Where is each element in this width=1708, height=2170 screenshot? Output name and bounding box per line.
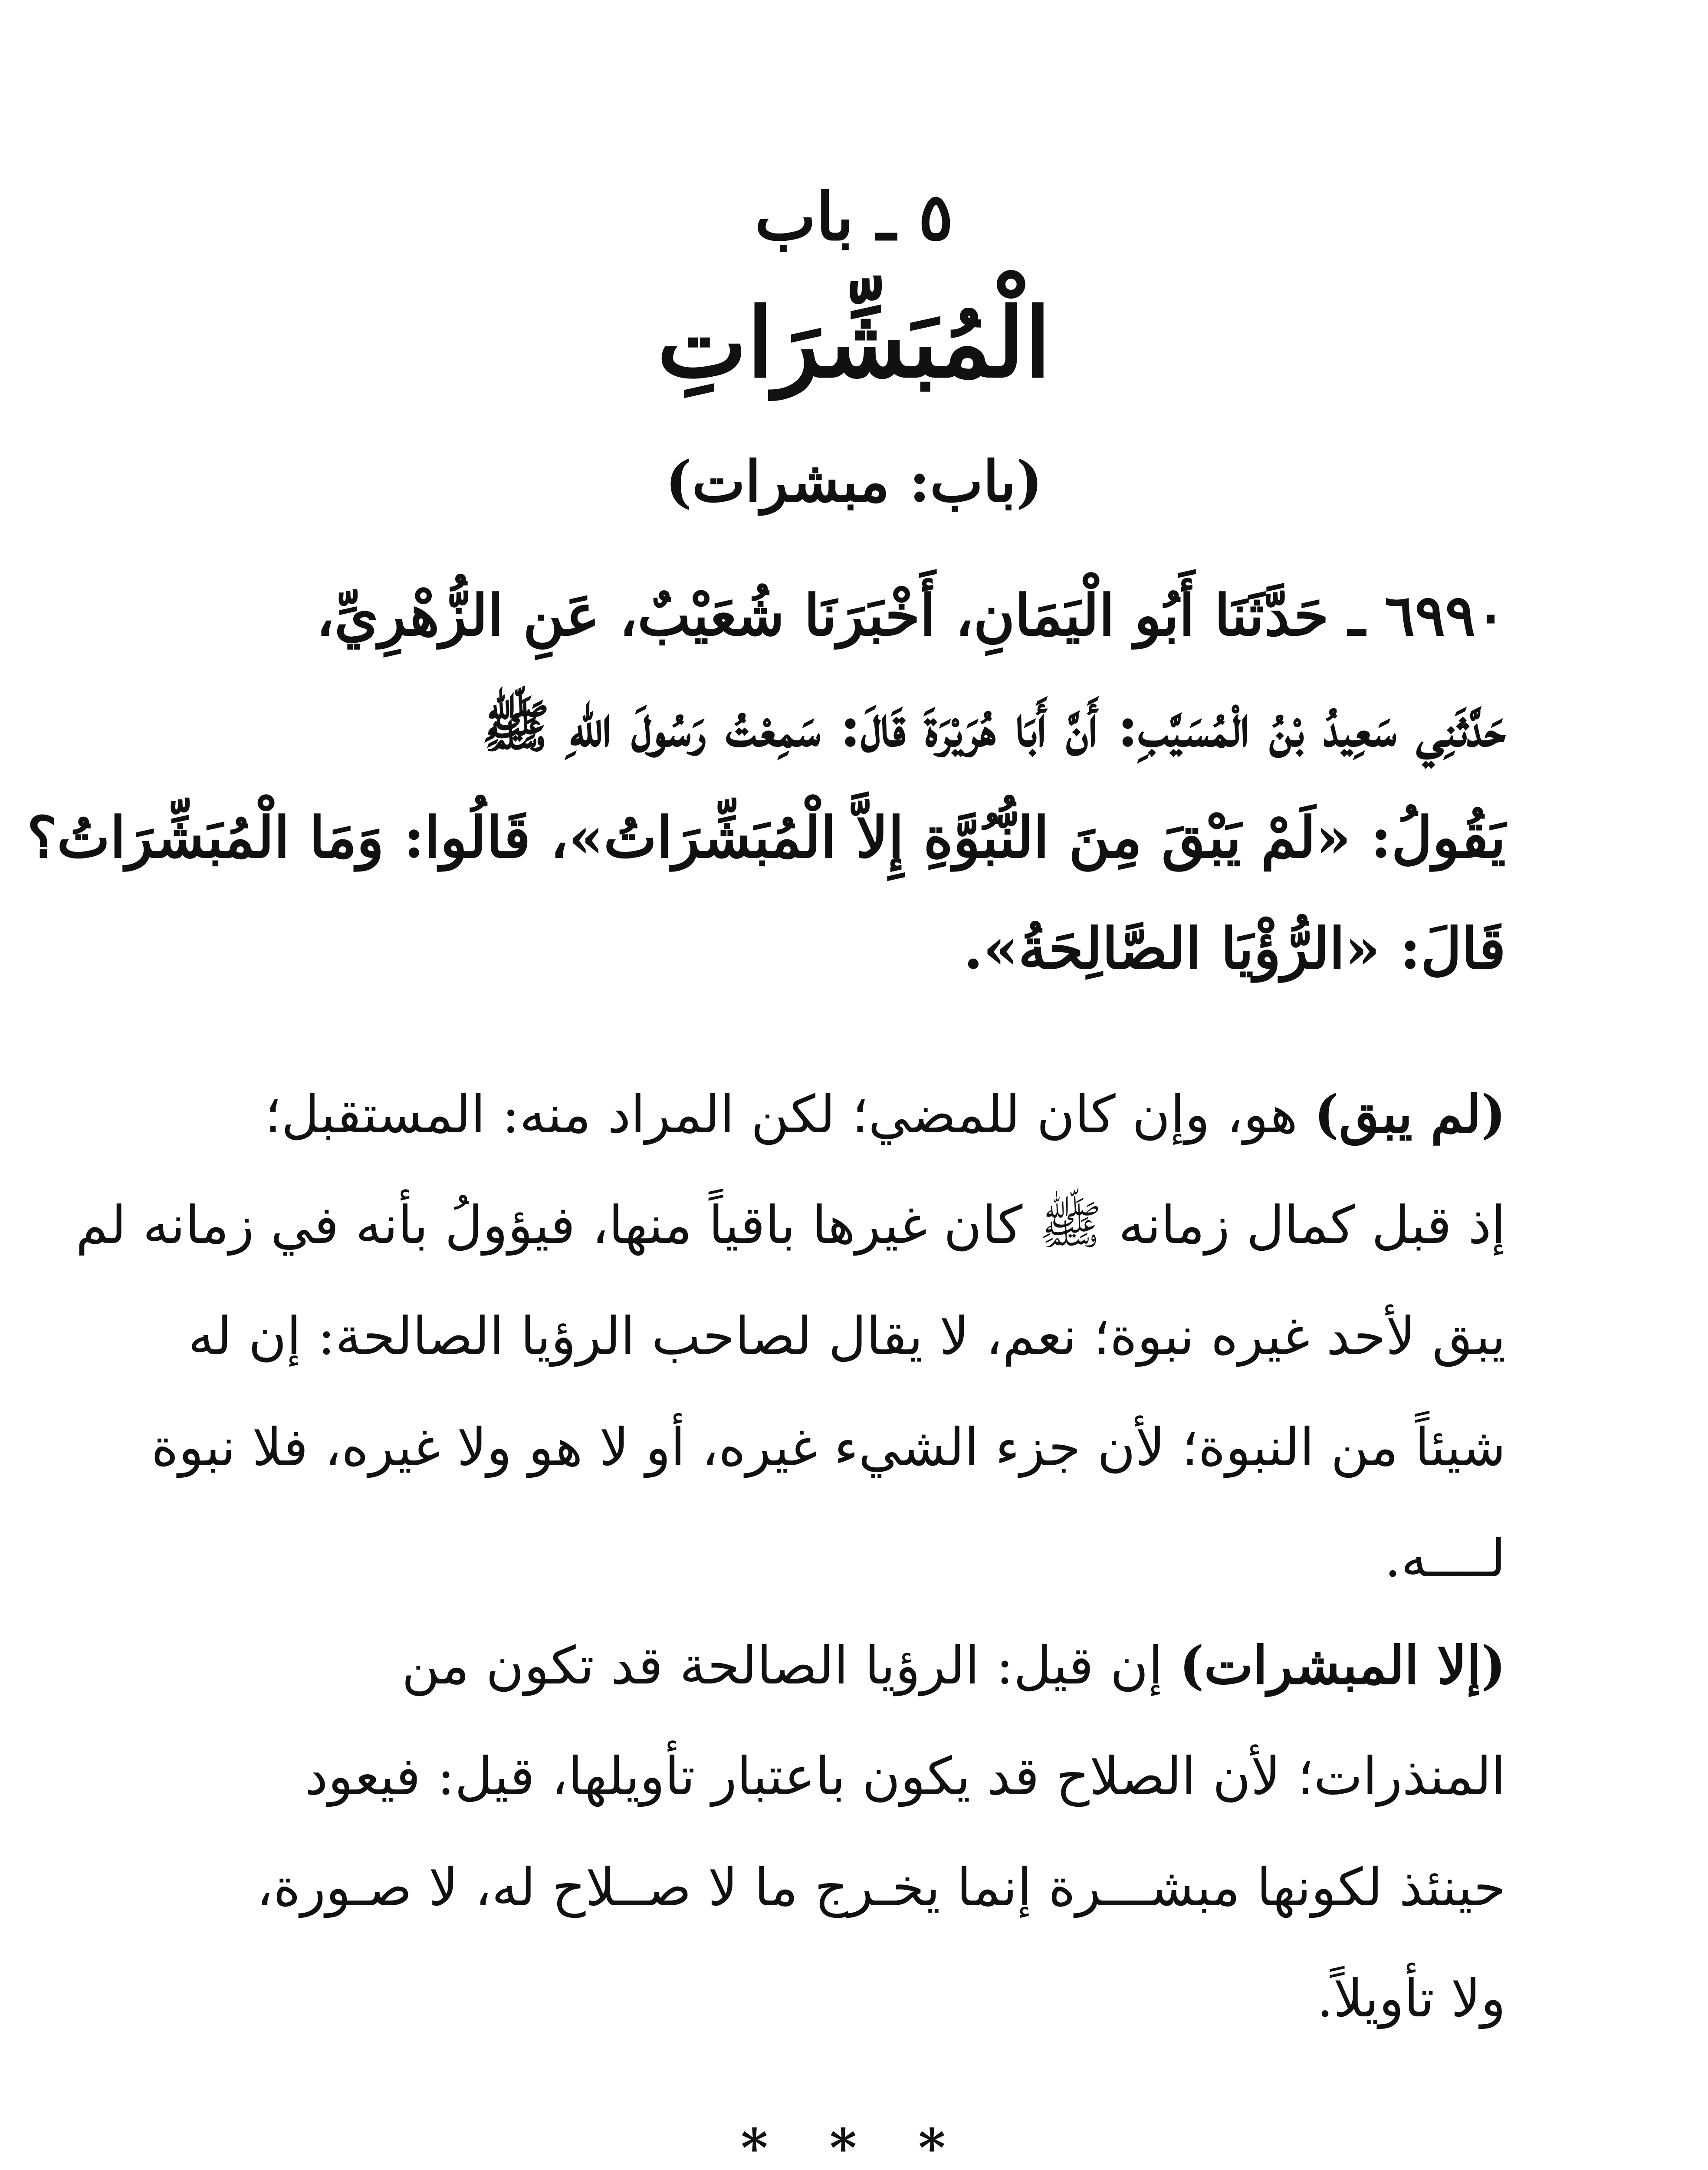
commentary-line: ولا تأويلاً. — [1317, 1969, 1506, 2029]
commentary-line — [204, 1610, 1506, 1721]
commentary-line: لــــه. — [1384, 1529, 1506, 1589]
commentary-text: هو، وإن كان للمضي؛ لكن المراد منه: المستقبل؛ — [265, 1085, 1314, 1145]
hadith-line: حَدَّثَنِي سَعِيدُ بْنُ الْمُسَيَّبِ: أَنَّ أَبَا هُرَيْرَةَ قَالَ: سَمِعْتُ رَسُولَ اللهِ ﷺ — [482, 693, 1506, 760]
section-separator: * * * — [741, 2117, 967, 2170]
commentary-term: (إلا المبشرات) — [1179, 1635, 1506, 1696]
commentary-text: إن قيل: الرؤيا الصالحة قد تكون من — [401, 1636, 1179, 1696]
hadith-line: قَالَ: «الرُّؤْيَا الصَّالِحَةُ». — [963, 915, 1506, 982]
commentary-line: يبق لأحد غيره نبوة؛ نعم، لا يقال لصاحب الرؤيا الصالحة: إن له — [188, 1306, 1506, 1367]
commentary-paragraph — [76, 1059, 1506, 1614]
commentary-term: (لم يبق) — [1314, 1084, 1506, 1145]
hadith-line: يَقُولُ: «لَمْ يَبْقَ مِنَ النُّبُوَّةِ إِلاَّ الْمُبَشِّرَاتُ»، قَالُوا: وَمَا الْمُبَشِّرَاتُ؟ — [27, 804, 1506, 871]
commentary-line: إذ قبل كمال زمانه ﷺ كان غيرها باقياً منها، فيؤولُ بأنه في زمانه لم — [76, 1195, 1506, 1256]
commentary-line: شيئاً من النبوة؛ لأن جزء الشيء غيره، أو لا هو ولا غيره، فلا نبوة — [151, 1417, 1506, 1478]
hadith-line: ٦٩٩٠ ـ حَدَّثَنَا أَبُو الْيَمَانِ، أَخْبَرَنَا شُعَيْبٌ، عَنِ الزُّهْرِيِّ، — [316, 582, 1506, 648]
chapter-subtitle: (باب: مبشرات) — [665, 448, 1043, 515]
commentary-line: حينئذ لكونها مبشـــرة إنما يخـرج ما لا صــلاح له، لا صـورة، — [256, 1858, 1506, 1918]
commentary-paragraph — [204, 1610, 1506, 2055]
commentary-line: المنذرات؛ لأن الصلاح قد يكون باعتبار تأويلها، قيل: فيعود — [305, 1746, 1506, 1807]
chapter-title: الْمُبَشِّرَاتِ — [657, 286, 1051, 399]
commentary-line — [204, 1059, 1506, 1170]
chapter-number: ٥ ـ باب — [755, 179, 953, 255]
hadith-text — [27, 560, 1506, 1004]
